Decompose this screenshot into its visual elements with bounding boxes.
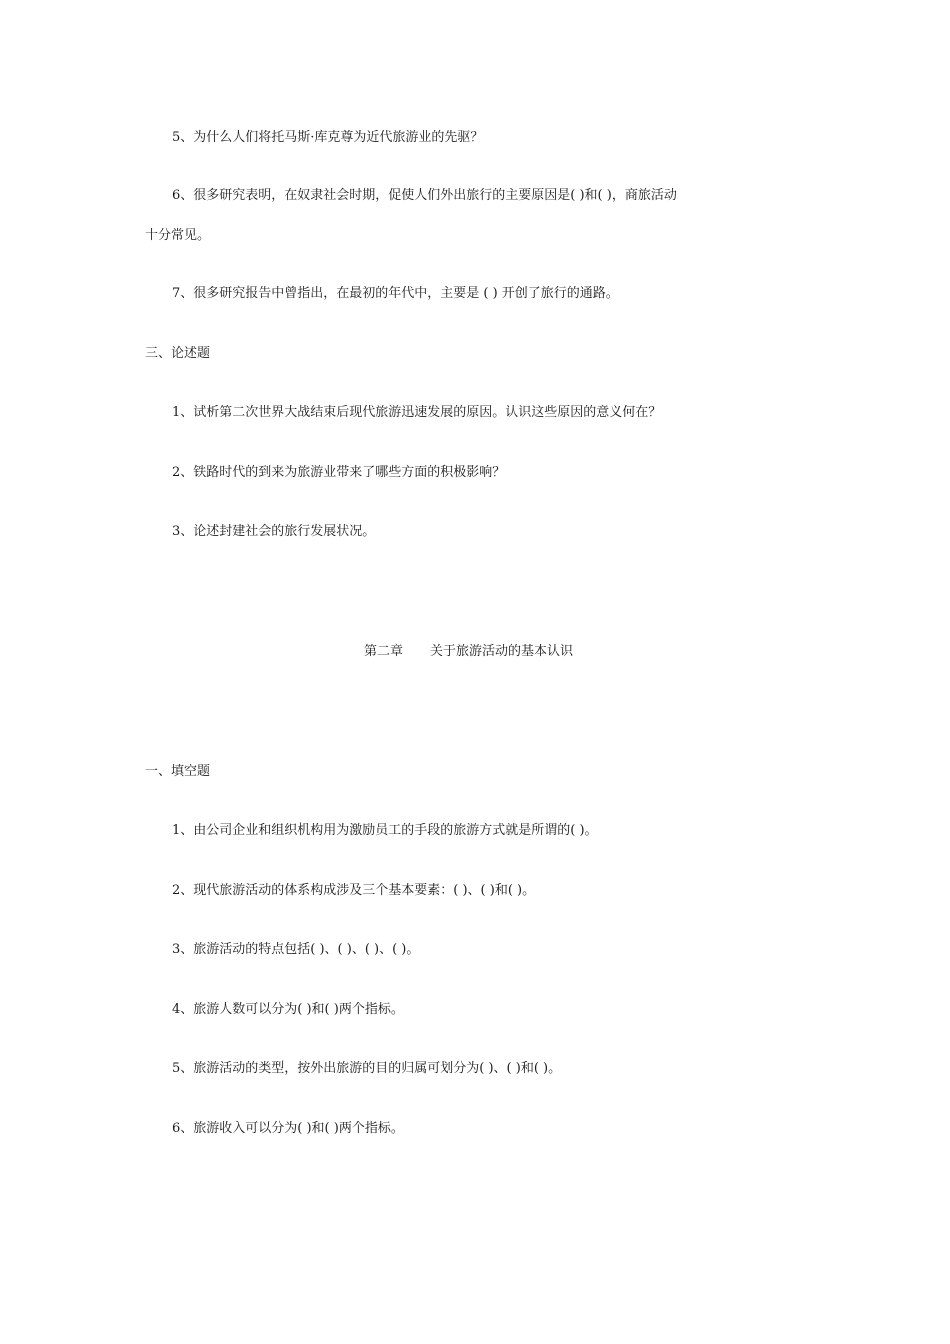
chapter-title: 关于旅游活动的基本认识 (430, 644, 574, 659)
fill-blank-6: 6、旅游收入可以分为( )和( )两个指标。 (172, 1121, 404, 1136)
essay-heading: 三、论述题 (145, 346, 211, 361)
fill-blank-4: 4、旅游人数可以分为( )和( )两个指标。 (172, 1002, 404, 1017)
short-answer-7: 7、很多研究报告中曾指出，在最初的年代中，主要是 ( ) 开创了旅行的通路。 (172, 286, 619, 301)
chapter-number: 第二章 (364, 644, 404, 659)
essay-question-3: 3、论述封建社会的旅行发展状况。 (172, 524, 376, 539)
fill-blank-5: 5、旅游活动的类型，按外出旅游的目的归属可划分为( )、( )和( )。 (172, 1061, 562, 1076)
fill-blank-2: 2、现代旅游活动的体系构成涉及三个基本要素：( )、( )和( )。 (172, 883, 536, 898)
essay-question-1: 1、试析第二次世界大战结束后现代旅游迅速发展的原因。认识这些原因的意义何在？ (172, 405, 662, 420)
essay-question-2: 2、铁路时代的到来为旅游业带来了哪些方面的积极影响？ (172, 465, 506, 480)
fill-blank-3: 3、旅游活动的特点包括( )、( )、( )、( )。 (172, 942, 420, 957)
fill-blank-heading: 一、填空题 (145, 764, 211, 779)
short-answer-5: 5、为什么人们将托马斯·库克尊为近代旅游业的先驱？ (172, 130, 484, 145)
short-answer-6-line2: 十分常见。 (145, 228, 211, 243)
short-answer-6-line1: 6、很多研究表明，在奴隶社会时期，促使人们外出旅行的主要原因是( )和( )，商旅活动 (172, 188, 677, 203)
fill-blank-1: 1、由公司企业和组织机构用为激励员工的手段的旅游方式就是所谓的( )。 (172, 823, 598, 838)
